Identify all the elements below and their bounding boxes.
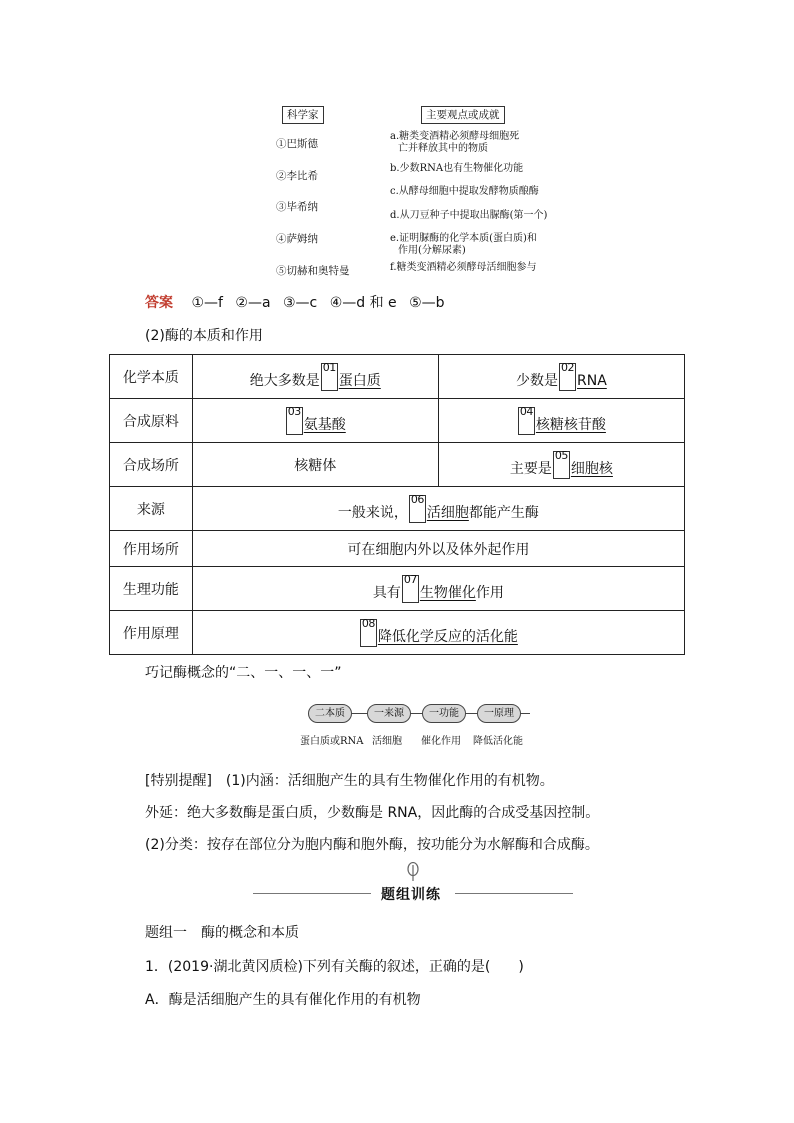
table-cell	[192, 399, 438, 443]
blank-box: 02	[559, 363, 576, 391]
answer-item: ①—f	[191, 295, 223, 311]
blank-box: 03	[286, 407, 303, 435]
scientist-item: ②李比希	[276, 170, 318, 182]
blank-box: 04	[518, 407, 535, 435]
reminder-line: (2)分类：按存在部位分为胞内酶和胞外酶，按功能分为水解酶和合成酶。	[145, 837, 599, 853]
concept-caption: 降低活化能	[473, 736, 523, 747]
blank-box: 08	[360, 619, 377, 647]
fill-answer: 蛋白质	[338, 372, 381, 389]
answer-item: ③—c	[282, 295, 318, 311]
reminder-line: [特别提醒] (1)内涵：活细胞产生的具有生物催化作用的有机物。	[145, 773, 554, 789]
table-row	[110, 399, 685, 443]
table-cell: 可在细胞内外以及体外起作用	[192, 531, 684, 567]
brush-icon	[405, 862, 421, 882]
table-cell	[438, 399, 684, 443]
row-header: 生理功能	[110, 567, 193, 611]
concept-caption: 活细胞	[372, 736, 402, 747]
table-row	[110, 611, 685, 655]
answer-item: ⑤—b	[409, 295, 445, 311]
answer-item: ④—d 和 e	[329, 295, 397, 311]
fill-answer: 生物催化	[419, 584, 476, 601]
view-item: c.从酵母细胞中提取发酵物质酿酶	[390, 186, 539, 197]
fill-answer: RNA	[577, 372, 607, 389]
row-header: 来源	[110, 487, 193, 531]
table-cell: 主要是 05 细胞核	[438, 443, 684, 487]
section-title: 题组训练	[381, 887, 441, 903]
scientist-matching-figure	[270, 106, 570, 276]
blank-box: 05	[553, 451, 570, 479]
view-item: b.少数RNA也有生物催化功能	[390, 163, 524, 174]
question-stem: 1．(2019·湖北黄冈质检)下列有关酶的叙述，正确的是( )	[145, 959, 524, 975]
answer-label: 答案	[145, 295, 173, 311]
concept-caption: 催化作用	[421, 736, 461, 747]
table-cell: 具有 07 生物催化作用	[192, 567, 684, 611]
section-subheading: (2)酶的本质和作用	[145, 328, 263, 344]
scientist-item: ③毕希纳	[276, 201, 318, 213]
answer-line	[145, 292, 453, 312]
row-header: 化学本质	[110, 355, 193, 399]
view-item: e.证明脲酶的化学本质(蛋白质)和 作用(分解尿素)	[390, 233, 537, 256]
concept-node: 一原理	[477, 704, 521, 723]
section-divider	[253, 884, 573, 904]
table-row	[110, 443, 685, 487]
blank-box: 06	[409, 495, 426, 523]
view-item: a.糖类变酒精必须酵母细胞死 亡并释放其中的物质	[390, 131, 520, 154]
table-cell	[192, 611, 684, 655]
table-cell: 核糖体	[192, 443, 438, 487]
view-item: d.从刀豆种子中提取出脲酶(第一个)	[390, 210, 548, 221]
table-row	[110, 355, 685, 399]
row-header: 合成场所	[110, 443, 193, 487]
concept-node: 一功能	[422, 704, 466, 723]
concept-caption: 蛋白质或RNA	[300, 736, 364, 747]
enzyme-concept-diagram	[300, 702, 540, 748]
table-cell: 一般来说， 06 活细胞都能产生酶	[192, 487, 684, 531]
fill-answer: 氨基酸	[303, 416, 346, 433]
blank-box: 01	[321, 363, 338, 391]
fill-answer: 核糖核苷酸	[535, 416, 606, 433]
table-row	[110, 487, 685, 531]
scientist-header: 科学家	[282, 106, 324, 124]
row-header: 作用原理	[110, 611, 193, 655]
view-item: f.糖类变酒精必须酵母活细胞参与	[390, 262, 537, 273]
fill-answer: 降低化学反应的活化能	[377, 628, 518, 645]
answer-item: ②—a	[235, 295, 271, 311]
fill-answer: 细胞核	[570, 460, 613, 477]
table-cell: 少数是 02 RNA	[438, 355, 684, 399]
divider-line	[455, 893, 573, 894]
divider-line	[253, 893, 371, 894]
group-title: 题组一 酶的概念和本质	[145, 925, 299, 941]
fill-answer: 活细胞	[426, 504, 469, 521]
blank-box: 07	[402, 575, 419, 603]
question-option-a: A．酶是活细胞产生的具有催化作用的有机物	[145, 992, 421, 1008]
reminder-line: 外延：绝大多数酶是蛋白质，少数酶是 RNA，因此酶的合成受基因控制。	[145, 805, 600, 821]
row-header: 合成原料	[110, 399, 193, 443]
enzyme-table	[109, 354, 685, 655]
table-cell: 绝大多数是 01 蛋白质	[192, 355, 438, 399]
table-row	[110, 567, 685, 611]
scientist-item: ①巴斯德	[276, 138, 318, 150]
table-row	[110, 531, 685, 567]
view-header: 主要观点或成就	[421, 106, 505, 124]
scientist-item: ④萨姆纳	[276, 233, 318, 245]
row-header: 作用场所	[110, 531, 193, 567]
memo-title: 巧记酶概念的“二、一、一、一”	[145, 665, 342, 681]
concept-node: 一来源	[367, 704, 411, 723]
concept-node: 二本质	[308, 704, 352, 723]
scientist-item: ⑤切赫和奥特曼	[276, 265, 350, 277]
